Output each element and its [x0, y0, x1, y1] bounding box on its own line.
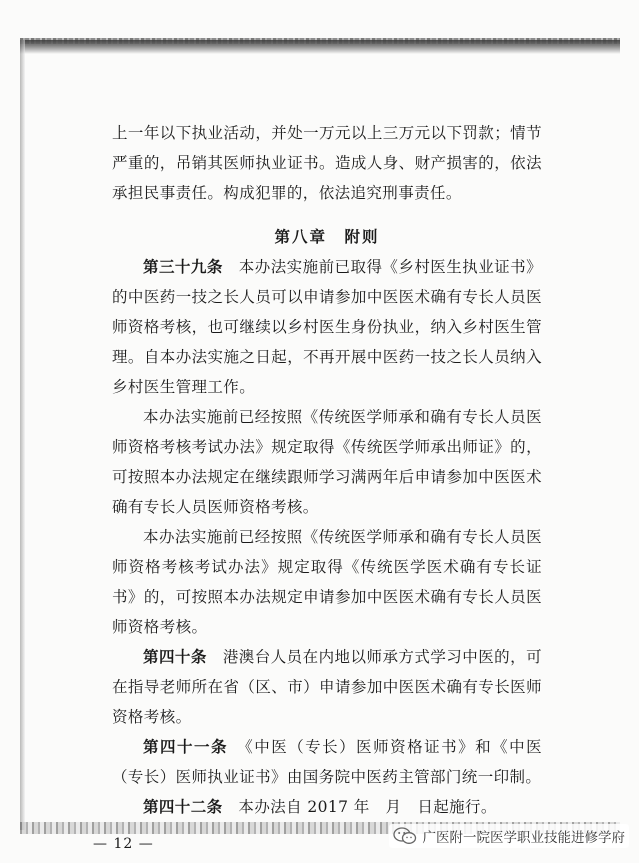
article-39 — [112, 252, 542, 402]
paragraph-continuation: 上一年以下执业活动，并处一万元以上三万元以下罚款；情节严重的，吊销其医师执业证书。造成人身、财产损害的，依法承担民事责任。构成犯罪的，依法追究刑事责任。 — [112, 124, 542, 202]
article-text: 港澳台人员在内地以师承方式学习中医的，可在指导老师所在省（区、市）申请参加中医医术确有专长医师资格考核。 — [112, 648, 542, 726]
wechat-watermark — [389, 824, 630, 848]
article-text: 本办法自 2017 年 月 日起施行。 — [222, 798, 497, 816]
article-42 — [112, 792, 542, 822]
article-text: 本办法实施前已取得《乡村医生执业证书》的中医药一技之长人员可以申请参加中医医术确有专长人员医师资格考核，也可继续以乡村医生身份执业，纳入乡村医生管理。自本办法实施之日起，不再开展中医药一技之长人员纳入乡村医生管理工作。 — [112, 258, 542, 396]
article-lead: 第四十一条 — [143, 737, 228, 756]
page-number: — 12 — — [93, 836, 154, 852]
article-text: 本办法实施前已经按照《传统医学师承和确有专长人员医师资格考核考试办法》规定取得《传统医学医术确有专长证书》的，可按照本办法规定申请参加中医医术确有专长人员医师资格考核。 — [112, 528, 542, 636]
watermark-text: 广医附一院医学职业技能进修学府 — [422, 830, 625, 846]
article-lead: 第四十条 — [143, 647, 207, 666]
document-body — [112, 118, 542, 822]
chapter-title: 第八章 附则 — [274, 227, 380, 246]
scan-shadow-top — [20, 40, 620, 54]
article-text: 本办法实施前已经按照《传统医学师承和确有专长人员医师资格考核考试办法》规定取得《传统医学师承出师证》的，可按照本办法规定在继续跟师学习满两年后申请参加中医医术确有专长人员医师资格考核。 — [112, 408, 542, 516]
article-lead: 第三十九条 — [143, 257, 223, 276]
article-39-para-3 — [112, 522, 542, 642]
article-41 — [112, 732, 542, 792]
article-lead: 第四十二条 — [143, 797, 223, 816]
scan-shadow-left — [20, 40, 25, 830]
article-39-para-2 — [112, 402, 542, 522]
article-40 — [112, 642, 542, 732]
wechat-icon — [393, 827, 417, 845]
article-text: 《中医（专长）医师资格证书》和《中医（专长）医师执业证书》由国务院中医药主管部门统一印制。 — [112, 738, 542, 786]
